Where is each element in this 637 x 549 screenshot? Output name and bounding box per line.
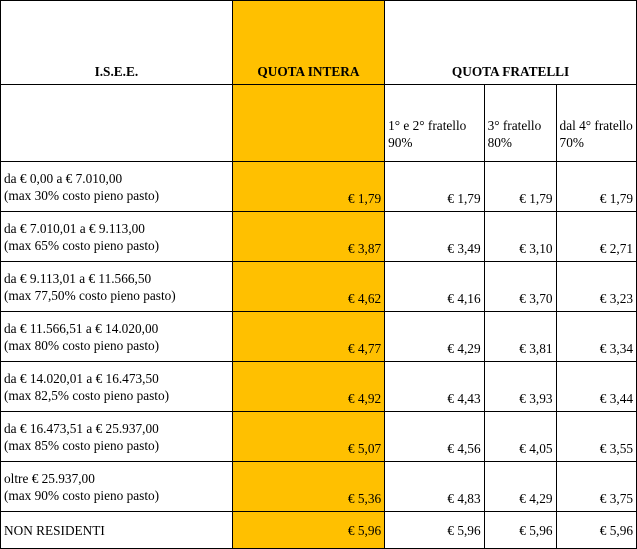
isee-range: da € 14.020,01 a € 16.473,50 [4,370,159,386]
isee-note: (max 85% costo pieno pasto) [4,437,160,453]
fratello-2-cell: € 1,79 [484,162,556,212]
isee-range: oltre € 25.937,00 [4,470,95,486]
quota-intera-cell: € 4,62 [232,262,384,312]
fratello-2-cell: € 3,10 [484,212,556,262]
fratello-3-cell: € 3,75 [556,462,636,512]
subheader-fratello-3: dal 4° fratello 70% [556,85,636,162]
quota-intera-cell: € 5,36 [232,462,384,512]
quota-intera-cell: € 4,77 [232,312,384,362]
isee-range: da € 9.113,01 a € 11.566,50 [4,270,152,286]
isee-range-cell [1,162,233,212]
table-row [1,412,637,462]
fratello-2-cell: € 3,81 [484,312,556,362]
fratello-1-cell: € 4,43 [385,362,484,412]
table-row [1,462,637,512]
fratello-1-cell: € 4,56 [385,412,484,462]
isee-note: (max 77,50% costo pieno pasto) [4,287,176,303]
isee-range: da € 11.566,51 a € 14.020,00 [4,320,159,336]
isee-range: da € 0,00 a € 7.010,00 [4,170,123,186]
fratello-2-cell: € 4,05 [484,412,556,462]
isee-note: (max 82,5% costo pieno pasto) [4,387,170,403]
header-isee: I.S.E.E. [1,1,233,85]
subheader-empty [1,85,233,162]
fratello-3-cell: € 1,79 [556,162,636,212]
isee-note: (max 90% costo pieno pasto) [4,487,160,503]
non-residenti-label: NON RESIDENTI [1,512,233,549]
header-quota-fratelli: QUOTA FRATELLI [385,1,637,85]
isee-range: da € 7.010,01 a € 9.113,00 [4,220,145,236]
isee-note: (max 65% costo pieno pasto) [4,237,160,253]
header-quota-intera: QUOTA INTERA [232,1,384,85]
fratello-1-cell: € 5,96 [385,512,484,549]
table-row [1,212,637,262]
quota-intera-cell: € 1,79 [232,162,384,212]
fratello-3-cell: € 3,44 [556,362,636,412]
quota-intera-cell: € 5,07 [232,412,384,462]
subheader-row [1,85,637,162]
isee-range-cell [1,462,233,512]
subheader-fratello-2: 3° fratello 80% [484,85,556,162]
fratello-1-cell: € 1,79 [385,162,484,212]
table-row [1,362,637,412]
header-row [1,1,637,85]
isee-range-cell [1,262,233,312]
table-row [1,262,637,312]
isee-note: (max 80% costo pieno pasto) [4,337,160,353]
fratello-2-cell: € 3,70 [484,262,556,312]
fratello-1-cell: € 4,83 [385,462,484,512]
fratello-1-cell: € 3,49 [385,212,484,262]
fratello-3-cell: € 3,34 [556,312,636,362]
fratello-2-cell: € 5,96 [484,512,556,549]
fratello-1-cell: € 4,29 [385,312,484,362]
fratello-3-cell: € 3,23 [556,262,636,312]
isee-range: da € 16.473,51 a € 25.937,00 [4,420,159,436]
isee-range-cell [1,312,233,362]
quota-intera-cell: € 3,87 [232,212,384,262]
isee-note: (max 30% costo pieno pasto) [4,187,160,203]
table-row [1,162,637,212]
quota-intera-cell: € 4,92 [232,362,384,412]
isee-range-cell [1,212,233,262]
fratello-3-cell: € 3,55 [556,412,636,462]
table-row [1,312,637,362]
fratello-2-cell: € 3,93 [484,362,556,412]
quota-intera-cell: € 5,96 [232,512,384,549]
fratello-3-cell: € 2,71 [556,212,636,262]
subheader-fratello-1: 1° e 2° fratello 90% [385,85,484,162]
isee-range-cell [1,412,233,462]
fratello-3-cell: € 5,96 [556,512,636,549]
fratello-2-cell: € 4,29 [484,462,556,512]
subheader-intera-empty [232,85,384,162]
non-residenti-row [1,512,637,549]
fratello-1-cell: € 4,16 [385,262,484,312]
isee-range-cell [1,362,233,412]
